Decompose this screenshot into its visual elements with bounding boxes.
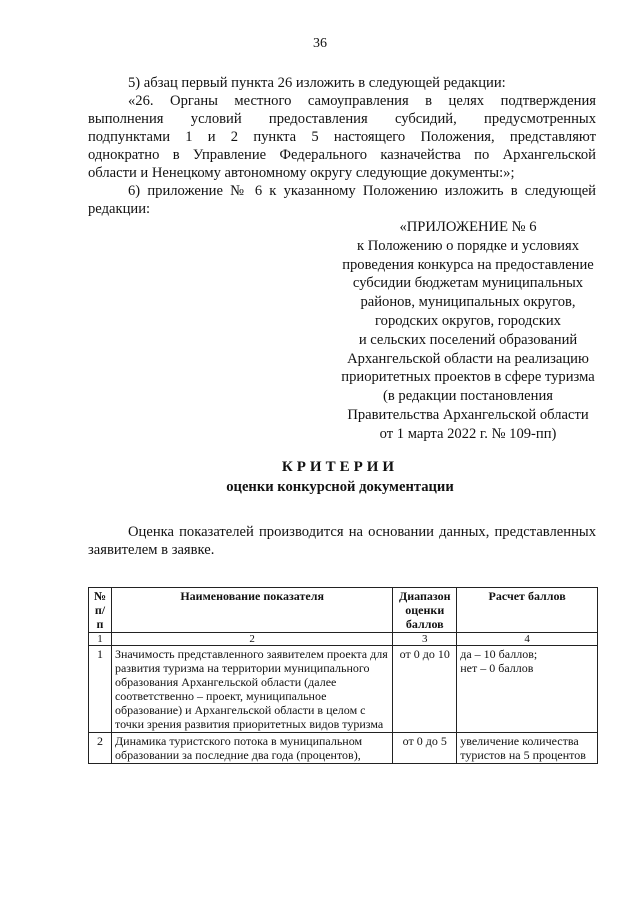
appendix-line: городских округов, городских xyxy=(375,312,561,329)
appendix-line: Правительства Архангельской области xyxy=(347,406,589,423)
para26-line-1: «26. Органы местного самоуправления в целях подтверждения xyxy=(128,93,596,109)
para26-line-2: выполнения условий предоставления субсидий, предусмотренных xyxy=(88,111,596,127)
header-num: № п/п xyxy=(89,588,112,633)
para26-line-4: однократно в Управление Федерального казначейства по Архангельской xyxy=(88,147,596,163)
document-title: КРИТЕРИИ xyxy=(281,459,399,475)
appendix-line: приоритетных проектов в сфере туризма xyxy=(341,369,595,386)
row-name: Значимость представленного заявителем проекта для развития туризма на территории муниципального образования Архангельской области (далее соответственно – проект, муниципальное образование) и Архангельской области в целом с точки зрения развития приоритетных видов туризма xyxy=(111,646,392,733)
appendix-line: проведения конкурса на предоставление xyxy=(342,256,594,273)
evaluation-note xyxy=(88,523,596,559)
col-number: 1 xyxy=(89,633,112,646)
calc-line: увеличение количества xyxy=(460,734,579,748)
row-num: 1 xyxy=(89,646,112,733)
para5-intro: 5) абзац первый пункта 26 изложить в следующей редакции: xyxy=(128,75,506,91)
appendix-line: (в редакции постановления xyxy=(383,388,553,405)
amendment-text xyxy=(88,74,596,218)
row-calc xyxy=(457,646,598,733)
table-header-row xyxy=(89,588,598,633)
appendix-line: и сельских поселений образований xyxy=(358,331,578,348)
para6-line-1: 6) приложение № 6 к указанному Положению изложить в следующей xyxy=(128,183,596,199)
row-calc xyxy=(457,733,598,764)
para26-line-3: подпунктами 1 и 2 пункта 5 настоящего Положения, представляют xyxy=(88,129,596,145)
table-column-numbers xyxy=(89,633,598,646)
calc-line: нет – 0 баллов xyxy=(460,661,534,675)
appendix-line: от 1 марта 2022 г. № 109-пп) xyxy=(379,425,557,442)
criteria-table xyxy=(88,587,598,764)
note-line-1: Оценка показателей производится на основании данных, представленных xyxy=(128,524,596,540)
header-calc: Расчет баллов xyxy=(457,588,598,633)
appendix-header xyxy=(318,218,618,444)
page-number: 36 xyxy=(313,36,327,51)
row-range: от 0 до 5 xyxy=(393,733,457,764)
calc-line: да – 10 баллов; xyxy=(460,647,538,661)
header-name: Наименование показателя xyxy=(111,588,392,633)
row-range: от 0 до 10 xyxy=(393,646,457,733)
appendix-line: к Положению о порядке и условиях xyxy=(357,237,579,254)
row-num: 2 xyxy=(89,733,112,764)
note-line-2: заявителем в заявке. xyxy=(88,542,215,558)
para6-line-2: редакции: xyxy=(88,201,151,217)
table-row xyxy=(89,733,598,764)
header-range: Диапазон оценки баллов xyxy=(393,588,457,633)
col-number: 4 xyxy=(457,633,598,646)
para26-line-5: области и Ненецкому автономному округу следующие документы:»; xyxy=(88,165,515,181)
row-name: Динамика туристского потока в муниципальном образовании за последние два года (процентов), xyxy=(111,733,392,764)
col-number: 2 xyxy=(111,633,392,646)
calc-line: туристов на 5 процентов xyxy=(460,748,586,762)
appendix-line: районов, муниципальных округов, xyxy=(360,294,576,311)
appendix-line: Архангельской области на реализацию xyxy=(347,350,589,367)
appendix-line: субсидии бюджетам муниципальных xyxy=(352,275,584,292)
document-subtitle: оценки конкурсной документации xyxy=(226,479,454,495)
appendix-line: «ПРИЛОЖЕНИЕ № 6 xyxy=(399,219,537,235)
col-number: 3 xyxy=(393,633,457,646)
table-row xyxy=(89,646,598,733)
